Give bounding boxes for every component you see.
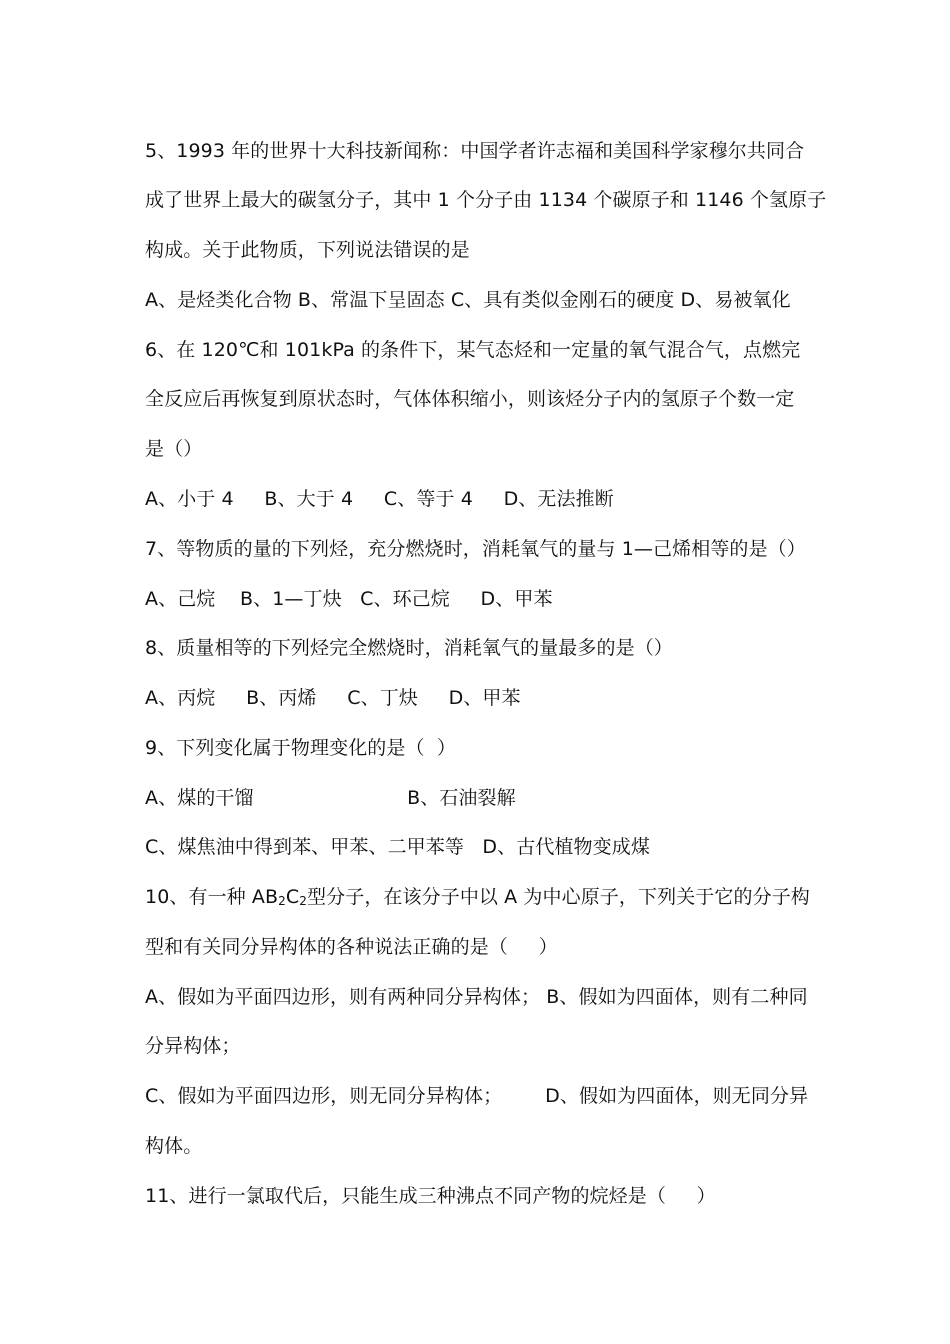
q10-option-a-cont: 分异构体；	[145, 1035, 241, 1057]
q7-options: A、己烷 B、1—丁炔 C、环己烷 D、甲苯	[145, 588, 553, 610]
q10-option-c: C、假如为平面四边形，则无同分异构体； D、假如为四面体，则无同分异	[145, 1085, 809, 1107]
q5-options: A、是烃类化合物 B、常温下呈固态 C、具有类似金刚石的硬度 D、易被氧化	[145, 289, 791, 311]
q8-options: A、丙烷 B、丙烯 C、丁炔 D、甲苯	[145, 687, 521, 709]
q9-line-1: 9、下列变化属于物理变化的是（ ）	[145, 737, 456, 759]
q8-line-1: 8、质量相等的下列烃完全燃烧时，消耗氧气的量最多的是（）	[145, 637, 673, 659]
q10-subscript-1: 2	[278, 894, 286, 908]
q10-line-1-part-a: 10、有一种 AB	[145, 886, 279, 908]
q9-options-cd: C、煤焦油中得到苯、甲苯、二甲苯等 D、古代植物变成煤	[145, 836, 650, 858]
q10-line-1-part-b: C	[285, 886, 300, 908]
q10-option-c-cont: 构体。	[145, 1135, 203, 1157]
q10-line-1-part-c: 型分子，在该分子中以 A 为中心原子，下列关于它的分子构	[307, 886, 810, 908]
q7-line-1: 7、等物质的量的下列烃，充分燃烧时，消耗氧气的量与 1—己烯相等的是（）	[145, 538, 806, 560]
q5-line-2: 成了世界上最大的碳氢分子，其中 1 个分子由 1134 个碳原子和 1146 个氢原子	[145, 189, 827, 211]
q9-options-ab: A、煤的干馏 B、石油裂解	[145, 787, 516, 809]
q10-subscript-2: 2	[299, 894, 308, 908]
q5-line-1: 5、1993 年的世界十大科技新闻称：中国学者许志福和美国科学家穆尔共同合	[145, 140, 805, 162]
q6-line-1: 6、在 120℃和 101kPa 的条件下，某气态烃和一定量的氧气混合气，点燃完	[145, 339, 801, 361]
q10-option-a: A、假如为平面四边形，则有两种同分异构体； B、假如为四面体，则有二种同	[145, 986, 808, 1008]
q6-line-3: 是（）	[145, 438, 203, 460]
q5-line-3: 构成。关于此物质，下列说法错误的是	[145, 239, 470, 261]
q11-line-1: 11、进行一氯取代后，只能生成三种沸点不同产物的烷烃是（ ）	[145, 1185, 716, 1207]
q6-line-2: 全反应后再恢复到原状态时，气体体积缩小，则该烃分子内的氢原子个数一定	[145, 388, 795, 410]
q10-line-1	[145, 882, 810, 912]
q10-line-2: 型和有关同分异构体的各种说法正确的是（ ）	[145, 936, 558, 958]
q6-options: A、小于 4 B、大于 4 C、等于 4 D、无法推断	[145, 488, 614, 510]
